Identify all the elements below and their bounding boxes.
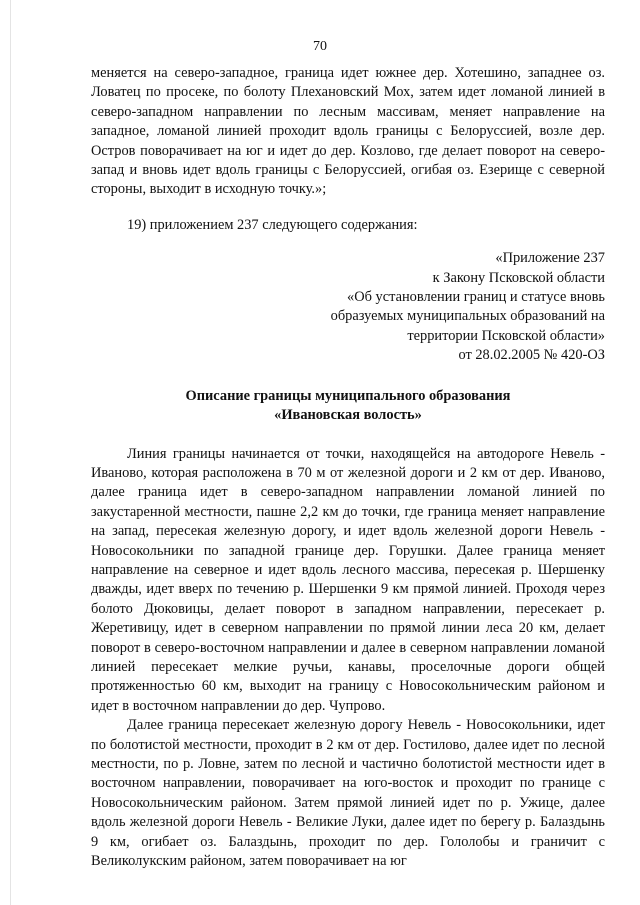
title-line-1: Описание границы муниципального образования	[185, 387, 511, 404]
appendix-line-1: «Приложение 237	[495, 250, 605, 267]
paragraph-intro-continuation: меняется на северо-западное, граница идет южнее дер. Хотешино, западнее оз. Ловатец по просеке, по болоту Плехановский Мох, затем идет ломаной линией в северо-западном направлении по лесным массивам, меняет направление на западное, ломаной линией проходит вдоль границы с Белоруссией, возле дер. Остров поворачивает на юг и идет до дер. Козлово, где делает поворот на северо-запад и вновь идет вдоль границы с Белоруссией, огибая оз. Езерище с северной стороны, выходит в исходную точку.»;	[91, 65, 605, 198]
paragraph-body-2: Далее граница пересекает железную дорогу Невель - Новосокольники, идет по болотистой местности, проходит в 2 км от дер. Гостилово, далее идет по лесной местности, по р. Ловне, затем по лесной и частично болотистой местности идет в восточном направлении, поворачивает на юго-восток и проходит по границе с Новосокольническим районом. Затем прямой линией идет по р. Ужице, далее вдоль железной дороги Невель - Великие Луки, далее идет по берегу р. Балаздынь 9 км, огибает оз. Балаздынь, проходит по дер. Гололобы и граничит с Великолукским районом, затем поворачивает на юг	[91, 717, 605, 870]
appendix-line-2: к Закону Псковской области	[432, 269, 605, 286]
paragraph-item-19: 19) приложением 237 следующего содержания:	[127, 216, 418, 233]
paragraph-body-1: Линия границы начинается от точки, находящейся на автодороге Невель - Иваново, которая расположена в 70 м от железной дороги и 2 км от дер. Иваново, далее граница идет в северо-западном направлении ломаной линией по закустаренной местности, пашне 2,2 км до точки, где граница меняет направление на запад, пересекая железную дорогу, и идет вдоль железной дороги Невель - Новосокольники по западной границе дер. Горушки. Далее граница меняет направление на северное и идет вдоль лесного массива, пересекая р. Шершенку дважды, идет вверх по течению р. Шершенки 9 км прямой линией. Проходя через болото Дюковицы, делает поворот в западном направлении, пересекает р. Жеретивицу, идет в северном направлении по прямой линии леса 20 км, делает поворот в северо-восточном направлении и далее в северном направлении ломаной линией пересекает мелкие ручьи, канавы, проселочные дороги общей протяженностью 60 км, выходит на границу с Новосокольническим районом и идет в восточном направлении до дер. Чупрово.	[91, 445, 605, 714]
page-content	[91, 64, 605, 871]
document-title	[91, 387, 605, 426]
appendix-line-4: образуемых муниципальных образований на	[330, 308, 605, 325]
appendix-block	[91, 249, 605, 365]
appendix-line-6: от 28.02.2005 № 420-ОЗ	[458, 347, 605, 364]
appendix-line-5: территории Псковской области»	[407, 327, 605, 344]
page-number: 70	[313, 39, 327, 54]
page-edge-line	[10, 0, 11, 905]
appendix-line-3: «Об установлении границ и статусе вновь	[347, 289, 605, 306]
title-line-2: «Ивановская волость»	[274, 407, 422, 424]
